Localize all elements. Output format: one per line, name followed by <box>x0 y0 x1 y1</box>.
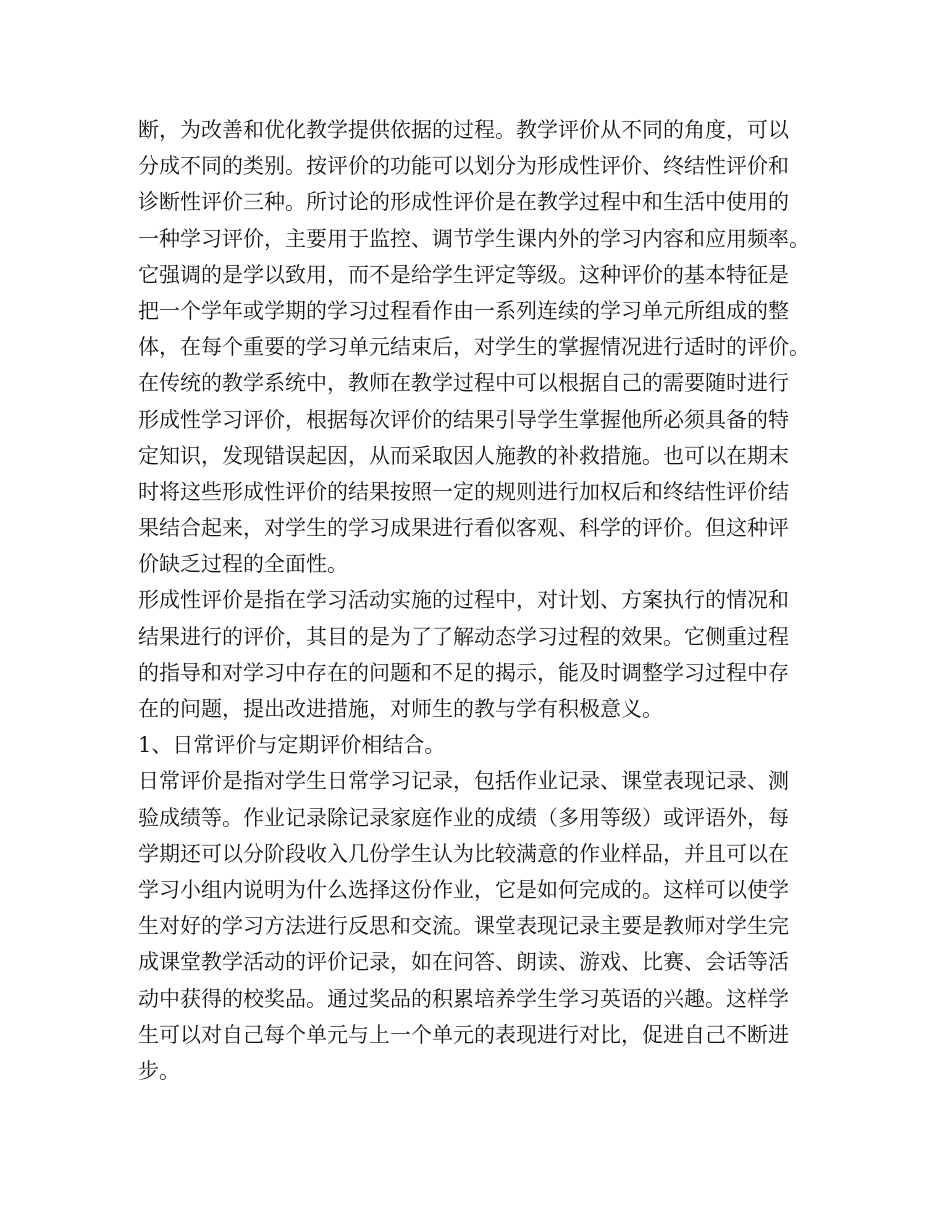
text-line-24: 成课堂教学活动的评价记录，如在问答、朗读、游戏、比赛、会话等活 <box>138 950 789 975</box>
text-line-20: 验成绩等。作业记录除记录家庭作业的成绩（多用等级）或评语外，每 <box>138 805 789 830</box>
text-line-11: 时将这些形成性评价的结果按照一定的规则进行加权后和终结性评价结 <box>138 479 789 504</box>
text-line-6: 把一个学年或学期的学习过程看作由一系列连续的学习单元所组成的整 <box>138 298 789 323</box>
text-line-25: 动中获得的校奖品。通过奖品的积累培养学生学习英语的兴趣。这样学 <box>138 986 789 1011</box>
text-line-23: 生对好的学习方法进行反思和交流。课堂表现记录主要是教师对学生完 <box>138 914 789 939</box>
text-line-4: 一种学习评价，主要用于监控、调节学生课内外的学习内容和应用频率。 <box>138 226 810 251</box>
text-line-17: 在的问题，提出改进措施，对师生的教与学有积极意义。 <box>138 697 663 721</box>
text-line-2: 分成不同的类别。按评价的功能可以划分为形成性评价、终结性评价和 <box>138 154 789 179</box>
text-line-12: 果结合起来，对学生的学习成果进行看似客观、科学的评价。但这种评 <box>138 516 789 541</box>
text-line-1: 断，为改善和优化教学提供依据的过程。教学评价从不同的角度，可以 <box>138 118 789 142</box>
text-line-22: 学习小组内说明为什么选择这份作业，它是如何完成的。这样可以使学 <box>138 877 789 902</box>
text-line-8: 在传统的教学系统中，教师在教学过程中可以根据自己的需要随时进行 <box>138 371 789 396</box>
text-line-21: 学期还可以分阶段收入几份学生认为比较满意的作业样品，并且可以在 <box>138 841 789 866</box>
text-line-13: 价缺乏过程的全面性。 <box>138 552 348 577</box>
body-text <box>138 112 828 1089</box>
text-line-7: 体，在每个重要的学习单元结束后，对学生的掌握情况进行适时的评价。 <box>138 335 810 360</box>
section-heading: 1、日常评价与定期评价相结合。 <box>138 733 446 758</box>
text-line-10: 定知识，发现错误起因，从而采取因人施教的补救措施。也可以在期末 <box>138 443 789 468</box>
text-line-19: 日常评价是指对学生日常学习记录，包括作业记录、课堂表现记录、测 <box>138 769 789 794</box>
text-line-5: 它强调的是学以致用，而不是给学生评定等级。这种评价的基本特征是 <box>138 262 789 287</box>
text-line-16: 的指导和对学习中存在的问题和不足的揭示，能及时调整学习过程中存 <box>138 660 789 685</box>
text-line-14: 形成性评价是指在学习活动实施的过程中，对计划、方案执行的情况和 <box>138 588 789 613</box>
text-line-27: 步。 <box>138 1058 180 1083</box>
text-line-9: 形成性学习评价，根据每次评价的结果引导学生掌握他所必须具备的特 <box>138 407 789 432</box>
text-line-3: 诊断性评价三种。所讨论的形成性评价是在教学过程中和生活中使用的 <box>138 190 789 215</box>
text-line-15: 结果进行的评价，其目的是为了了解动态学习过程的效果。它侧重过程 <box>138 624 789 649</box>
text-line-26: 生可以对自己每个单元与上一个单元的表现进行对比，促进自己不断进 <box>138 1022 789 1047</box>
